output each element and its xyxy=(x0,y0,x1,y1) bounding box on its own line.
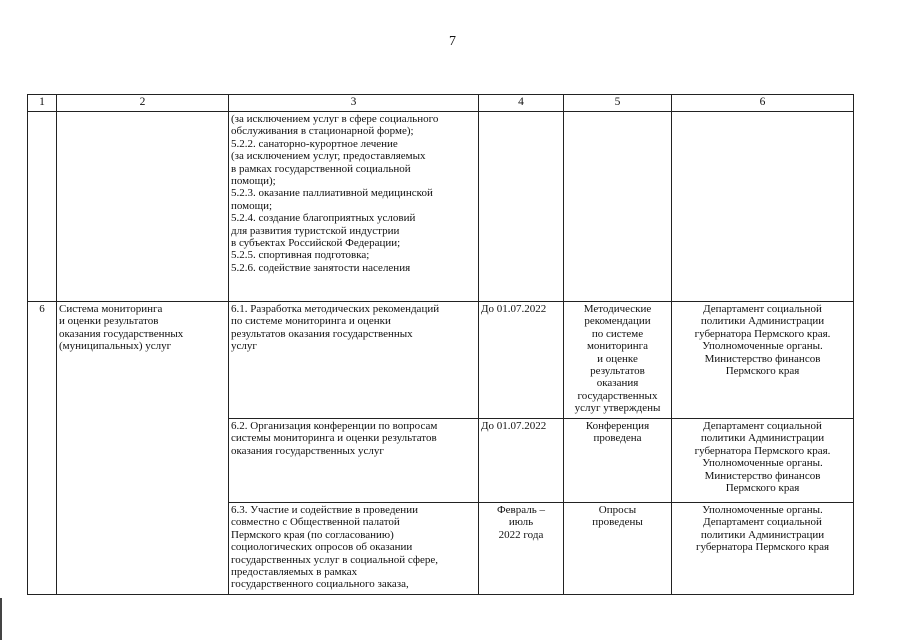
cell-text-line: проведены xyxy=(592,516,643,529)
cell-responsible-6-2 xyxy=(672,419,854,503)
cell-text-line: результатов оказания государственных xyxy=(231,327,413,340)
cell-text-line: обслуживания в стационарной форме); xyxy=(231,125,414,138)
cell-text-line: Департамент социальной xyxy=(703,420,822,432)
cell-text-line: политики Администрации xyxy=(700,315,825,328)
cell-result-6-3 xyxy=(564,503,672,595)
table-row-continuation xyxy=(28,112,854,302)
cell-measure-name xyxy=(57,302,229,595)
cell-text-line: результатов xyxy=(590,365,645,378)
cell-row-number: 6 xyxy=(28,302,57,595)
scan-edge-mark xyxy=(0,598,2,640)
cell-text-line: государственных xyxy=(577,389,658,402)
cell-text-line: по системе xyxy=(591,327,644,340)
header-col-5: 5 xyxy=(564,95,672,112)
cell-text-line: и оценки результатов xyxy=(59,315,159,328)
cell-text-line: Методические xyxy=(583,303,652,315)
cell-responsible-empty xyxy=(672,112,854,302)
cell-text-line: оказания государственных услуг xyxy=(231,444,384,457)
cell-text-line: проведена xyxy=(593,432,642,445)
cell-text-line: Система мониторинга xyxy=(59,303,163,315)
header-col-2: 2 xyxy=(57,95,229,112)
cell-text-line: (за исключением услуг, предоставляемых xyxy=(231,150,426,163)
cell-text-line: (муниципальных) услуг xyxy=(59,340,172,353)
cell-text-line: До 01.07.2022 xyxy=(481,420,547,432)
cell-text-line: в рамках государственной социальной xyxy=(231,162,411,175)
cell-text-line: Уполномоченные органы. xyxy=(702,340,823,353)
cell-text-line: губернатора Пермского края. xyxy=(694,444,831,457)
cell-text-line: Департамент социальной xyxy=(703,516,822,529)
header-col-3: 3 xyxy=(229,95,479,112)
cell-text-line: 5.2.6. содействие занятости населения xyxy=(231,261,411,274)
cell-deadline-empty xyxy=(479,112,564,302)
cell-result-6-1 xyxy=(564,302,672,419)
cell-text-line: Опросы xyxy=(598,504,637,516)
cell-text-line: Министерство финансов xyxy=(704,469,821,482)
cell-text-line: совместно с Общественной палатой xyxy=(231,516,400,529)
cell-action-6-2 xyxy=(229,419,479,503)
cell-result-empty xyxy=(564,112,672,302)
cell-text-line: Уполномоченные органы. xyxy=(702,457,823,470)
cell-text-line: политики Администрации xyxy=(700,528,825,541)
cell-responsible-6-3 xyxy=(672,503,854,595)
cell-text-line: помощи); xyxy=(231,175,276,188)
cell-text-line: Пермского края (по согласованию) xyxy=(231,528,394,541)
cell-deadline-6-1 xyxy=(479,302,564,419)
header-col-6: 6 xyxy=(672,95,854,112)
table-row-6-1 xyxy=(28,302,854,419)
cell-text-line: 6.2. Организация конференции по вопросам xyxy=(231,420,438,432)
cell-text-line: и оценке xyxy=(597,352,638,365)
header-row xyxy=(28,95,854,112)
cell-action-continuation xyxy=(229,112,479,302)
cell-deadline-6-3 xyxy=(479,503,564,595)
cell-text-line: государственных услуг в социальной сфере, xyxy=(231,553,439,566)
cell-text-line: Конференция xyxy=(585,420,650,432)
cell-text-line: губернатора Пермского края xyxy=(695,541,830,554)
plan-table xyxy=(27,94,854,595)
cell-text-line: Пермского края xyxy=(725,365,800,378)
header-col-4: 4 xyxy=(479,95,564,112)
cell-text-line: 5.2.3. оказание паллиативной медицинской xyxy=(231,187,433,200)
cell-text-line: Департамент социальной xyxy=(703,303,822,315)
cell-action-6-1 xyxy=(229,302,479,419)
cell-text-line: социологических опросов об оказании xyxy=(231,541,413,554)
cell-text-line: предоставляемых в рамках xyxy=(231,566,358,579)
cell-text-line: государственного социального заказа, xyxy=(231,578,409,591)
cell-text-line: помощи; xyxy=(231,199,273,212)
cell-text-line: июль xyxy=(508,516,534,529)
cell-text-line: по системе мониторинга и оценки xyxy=(231,315,391,328)
cell-text-line: губернатора Пермского края. xyxy=(694,327,831,340)
cell-text-line: Февраль – xyxy=(496,504,545,516)
header-col-1: 1 xyxy=(28,95,57,112)
page-number: 7 xyxy=(449,34,456,49)
cell-text-line: услуг утверждены xyxy=(574,402,661,415)
cell-text-line: (за исключением услуг в сфере социального xyxy=(231,113,439,125)
cell-text-line: оказания государственных xyxy=(59,327,184,340)
cell-text-line: в субъектах Российской Федерации; xyxy=(231,237,401,250)
cell-text-line: 5.2.5. спортивная подготовка; xyxy=(231,249,370,262)
cell-text-line: Министерство финансов xyxy=(704,352,821,365)
cell-text-line: оказания xyxy=(596,377,639,390)
cell-num-empty xyxy=(28,112,57,302)
cell-text-line: 5.2.4. создание благоприятных условий xyxy=(231,212,416,225)
cell-text-line: услуг xyxy=(231,340,257,353)
cell-text-line: 5.2.2. санаторно-курортное лечение xyxy=(231,137,398,150)
cell-action-6-3 xyxy=(229,503,479,595)
cell-text-line: Уполномоченные органы. xyxy=(702,504,823,516)
cell-name-empty xyxy=(57,112,229,302)
cell-result-6-2 xyxy=(564,419,672,503)
cell-text-line: рекомендации xyxy=(584,315,651,328)
cell-text-line: системы мониторинга и оценки результатов xyxy=(231,432,437,445)
cell-text-line: для развития туристской индустрии xyxy=(231,224,400,237)
cell-text-line: мониторинга xyxy=(586,340,649,353)
cell-text-line: Пермского края xyxy=(725,482,800,495)
cell-deadline-6-2 xyxy=(479,419,564,503)
cell-text-line: 6.1. Разработка методических рекомендаций xyxy=(231,303,440,315)
cell-text-line: До 01.07.2022 xyxy=(481,303,547,315)
cell-text-line: 6.3. Участие и содействие в проведении xyxy=(231,504,418,516)
cell-text-line: политики Администрации xyxy=(700,432,825,445)
cell-responsible-6-1 xyxy=(672,302,854,419)
cell-text-line: 2022 года xyxy=(498,528,544,541)
